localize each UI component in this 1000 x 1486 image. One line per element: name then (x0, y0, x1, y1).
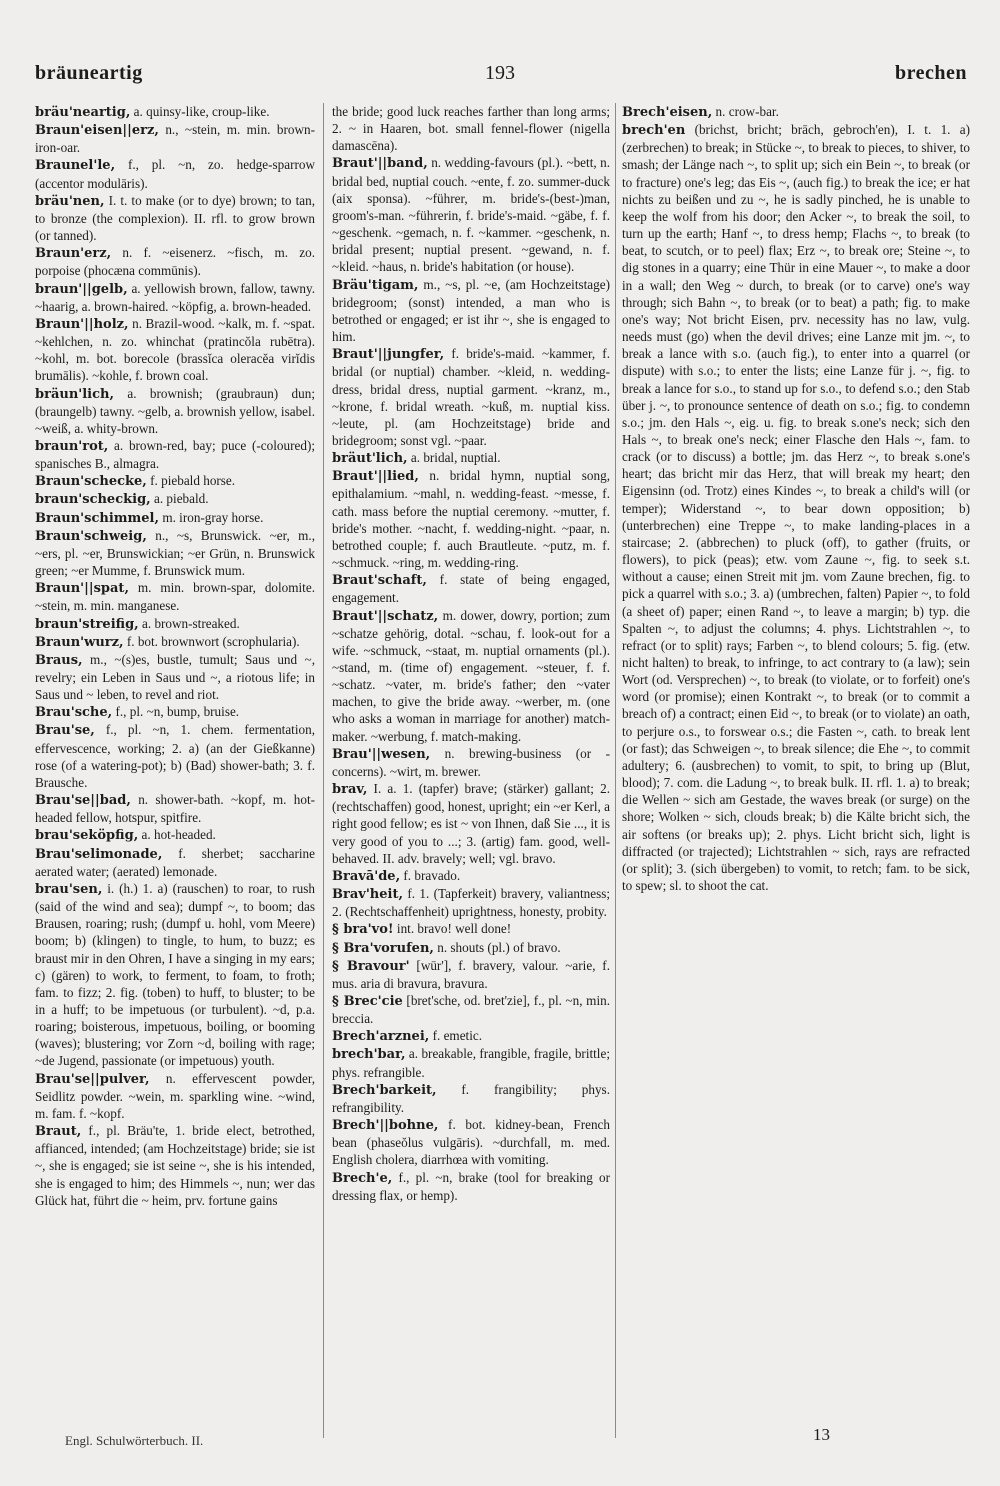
dictionary-entry (35, 527, 315, 579)
entry-definition: n. wedding-favours (pl.). ~bett, n. bridal bed, nuptial couch. ~ente, f. zo. summer-duck (aix sponsa). ~führer, m. bride's-(best-)man, groom's-man. ~führerin, f. bride's-maid. ~gäbe, f. f. ~geschenk. ~gemach, n. f. ~kammer. ~geschenk, n. bridal present; nuptial present. ~gewand, n. f. ~kleid. ~haus, n. bride's habitation (or house). (332, 155, 610, 275)
entry-headword: § Bravour' (332, 958, 410, 974)
dictionary-entry (35, 103, 315, 121)
entry-definition: a. bridal, nuptial. (407, 450, 501, 466)
entry-definition: m. min. brown-spar, dolomite. ~stein, m. min. manganese. (35, 580, 315, 614)
entry-definition: f., pl. ~n, zo. hedge-sparrow (accentor modulāris). (35, 157, 315, 191)
entry-headword: Braun'schweig, (35, 528, 147, 544)
header-right-guide-word: brechen (894, 62, 967, 84)
entry-definition: f. bot. kidney-bean, French bean (phaseŏlus vulgāris). ~durchfall, m. med. English cholera, diarrhœa with vomiting. (332, 1117, 610, 1168)
dictionary-entry (35, 156, 315, 191)
entry-headword: Braus, (35, 652, 83, 668)
entry-definition: a. quinsy-like, croup-like. (130, 104, 270, 119)
entry-definition: a. hot-headed. (138, 827, 216, 843)
dictionary-entry (35, 845, 315, 880)
entry-headword: Brech'eisen, (622, 105, 713, 120)
entry-headword: Brau'selimonade, (35, 846, 163, 862)
dictionary-entry (332, 885, 610, 920)
dictionary-entry (332, 571, 610, 606)
entry-headword: brech'bar, (332, 1047, 406, 1063)
entry-definition: f. sherbet; saccharine aerated water; (aerated) lemonade. (35, 845, 315, 879)
dictionary-entry (332, 1045, 610, 1080)
entry-headword: Brau'se||pulver, (35, 1071, 150, 1087)
entry-headword: Braun'||holz, (35, 316, 129, 332)
entry-definition: (brichst, bricht; brāch, gebroch'en), I. t. 1. a) (zerbrechen) to break; in Stücke ~, to break to pieces, to shiver, to smash; der Länge nach ~, to split up; sich ein Bein ~, to break (or to fracture) one's leg; das Eis ~, (auch fig.) to break the ice; er hat nichts zu beißen und zu ~, he is sadly pinched, he is unable to keep the wolf from his door; den Acker ~, to break the soil, to turn up the earth; Hanf ~, to dress hemp; Flachs ~, to break (to beat, to scutch, or to peel) flax; Erz ~, to break ore; Steine ~, to dig stones in a quarry; eine Thür in eine Mauer ~, to make a door in a wall; den Weg ~ durch, to break (or to carve) one's way through; sich Bahn ~, to break (or to beat) a path; fig. to make one's way; Not bricht Eisen, prv. necessity has no law, vulg. needs must (go) when the devil drives; eine Lanze mit jm. ~, to break a lance with s.o. (auch fig.), to enter into a quarrel (or dispute) with s.o.; to enter the lists; eine Lanze für j. ~, fig. to break a lance for s.o., to stand up for s.o., to defend s.o.; den Stab über j. ~, to pronounce sentence of death on s.o.; fig. to condemn s.o.; jm. den Hals ~, eig. u. fig. to break s.one's neck; sich den Hals ~, to break one's neck; einer Flasche den Hals ~, fam. to crack (or to discuss) a bottle; jm. das Herz ~, to break s.one's heart; das bricht mir das Herz, that will break my heart; den Eigensinn (od. Trotz) eines Kindes ~, to break a child's will (or temper); Widerstand ~, to bear down opposition; b) (unterbrechen) eine Treppe ~, to make landing-places in a staircase; 2. (abbrechen) to pluck (off), to gather (fruits, or flowers), to pick (peas); etw. vom Zaune ~, fig. to seek s.t. without a cause; einen Streit mit jm. vom Zaune brechen, fig. to pick a quarrel with s.o.; 3. a) (umbrechen, falten) Papier ~, to fold (a sheet of) paper; einen Rand ~, to leave a margin; b) typ. die Spalten ~, to adjust the columns; 4. phys. Lichtstrahlen ~, to refract (or to split) rays; Farben ~, to blend colours; 5. fig. (etw. nicht halten) to break, to infringe, to act contrary to (a law); sein Wort (od. Versprechen) ~, to break (to violate, or to forfeit) one's word (or promise); einen Kontrakt ~, to break (or to commit a breach of) a contract; einen Eid ~, to break (or to violate) an oath, to perjure o.s., to forswear o.s.; die Fasten ~, cath. to break lent (or fast); das Schweigen ~, to break silence; die Ehe ~, to commit adultery; 6. (ausbrechen) to vomit, to spit, to bring up (Blut, blood); 7. com. die Ladung ~, to break bulk. II. rfl. 1. a) to break; die Wellen ~ sich am Gestade, the waves break (or surge) on the shore; Wolken ~ sich, clouds break; b) die Kälte bricht sich, the air softens (or breaks up); 2. phys. Licht bricht sich, light is diffracted (or trajected); Lichtstrahlen ~ sich, rays are refracted (or split); 3. (sich übergeben) to vomit, to retch; fam. to be sick, to spew; sl. to shoot the cat. (622, 122, 970, 894)
dictionary-entry (332, 867, 610, 885)
entry-headword: brech'en (622, 123, 686, 139)
entry-headword: Braut'||band, (332, 156, 428, 172)
dictionary-entry (35, 633, 315, 651)
footer-source: Engl. Schulwörterbuch. II. (65, 1433, 204, 1448)
entry-definition: a. brownish; (graubraun) dun; (braungelb) tawny. ~gelb, a. brownish yellow, isabel. ~weiß, a. whity-brown. (35, 385, 315, 436)
entry-headword: § Bra'vorufen, (332, 940, 434, 956)
entry-headword: Brav'heit, (332, 887, 403, 903)
entry-headword: Brau'||wesen, (332, 746, 431, 762)
entry-definition: m. iron-gray horse. (159, 509, 264, 525)
dictionary-entry (332, 957, 610, 992)
dictionary-entry (332, 1027, 610, 1045)
dictionary-entry (332, 154, 610, 275)
dictionary-entry (332, 780, 610, 867)
entry-definition: a. breakable, frangible, fragile, brittle; phys. refrangible. (332, 1046, 610, 1080)
entry-headword: Braut'schaft, (332, 573, 427, 589)
entry-definition: f. emetic. (429, 1028, 483, 1044)
entry-headword: Bravā'de, (332, 868, 401, 884)
entry-definition: n. shower-bath. ~kopf, m. hot-headed fellow, hotspur, spitfire. (35, 792, 315, 826)
dictionary-entry (332, 745, 610, 780)
entry-definition: I. a. 1. (tapfer) brave; (stärker) gallant; 2. (rechtschaffen) good, honest, upright; ein ~er Kerl, a right good fellow; es ist ~ von Ihnen, daß Sie ..., it is very good of you to ...; 3. (artig) fam. good, well-behaved. II. adv. bravely; well; vgl. bravo. (332, 781, 610, 866)
entry-definition: n., ~s, Brunswick. ~er, m., ~ers, pl. ~er, Brunswickian; ~er Grün, n. Brunswick green; ~er Mumme, f. Brunswick mum. (35, 527, 315, 579)
entry-headword: § Brec'cie (332, 993, 403, 1009)
entry-definition: [bret'sche, od. bret'zie], f., pl. ~n, min. breccia. (332, 992, 610, 1027)
header-left-guide-word: bräunеartig (35, 62, 143, 84)
entry-headword: Braut'||schatz, (332, 608, 439, 624)
dictionary-entry (35, 472, 315, 490)
column-divider (615, 103, 616, 1438)
dictionary-entry (332, 607, 610, 745)
entry-headword: Braut'||lied, (332, 469, 419, 485)
entry-definition: a. brown-streaked. (138, 615, 240, 631)
entry-headword: braun'streifig, (35, 616, 139, 632)
entry-definition: f. bride's-maid. ~kammer, f. bridal (or nuptial) chamber. ~kleid, n. wedding-dress, bridal dress, nuptial garment. ~kranz, m., ~krone, f. bridal wreath. ~kuß, m. nuptial kiss. ~leute, pl. (am Hochzeitstage) bride and bridegroom; sonst vgl. ~paar. (332, 346, 610, 448)
entry-definition: m., ~(s)es, bustle, tumult; Saus und ~, revelry; ein Leben in Saus und ~, a riotous life; in Saus und ~ leben, to revel and riot. (35, 651, 315, 703)
signature-mark: 13 (813, 1425, 830, 1444)
entry-definition: int. bravo! well done! (393, 921, 512, 937)
entry-headword: Braun'schimmel, (35, 510, 160, 526)
dictionary-entry (35, 121, 315, 156)
entry-definition: i. (h.) 1. a) (rauschen) to roar, to rush (said of the wind and sea); dumpf ~, to boom; das Brausen, roaring; rush; (dumpf u. hohl, vom Meere) boom; b) (klingen) to tingle, to hum, to buzz; es braust mir in den Ohren, I have a singing in my ears; c) (gären) to work, to ferment, to foam, to froth; fam. to fizz; 2. fig. (toben) to huff, to bluster; to be in a huff; to be impetuous (or turbulent). ~d, p.a. roaring; boisterous, impetuous, boiling, or booming (waves); blustering; vor Zorn ~d, boiling with rage; ~de Jugend, passionate (or impetuous) youth. (35, 880, 315, 1069)
dictionary-entry (35, 192, 315, 244)
entry-headword: Brech'arznei, (332, 1029, 430, 1045)
entry-definition: n., ~stein, m. min. brown-iron-oar. (35, 122, 315, 156)
entry-definition: [wūr'], f. bravery, valour. ~arie, f. mus. aria di bravura, bravura. (332, 957, 610, 991)
dictionary-entry (35, 385, 315, 437)
entry-headword: bräu'nen, (35, 193, 105, 209)
dictionary-entry (35, 490, 315, 508)
entry-headword: Brech'barkeit, (332, 1082, 437, 1098)
dictionary-entry (35, 721, 315, 791)
entry-headword: Bräu'tigam, (332, 277, 419, 293)
entry-definition: n. f. ~eisenerz. ~fisch, m. zo. porpoise (phocæna commūnis). (35, 245, 315, 279)
entry-definition: a. brown-red, bay; puce (-coloured); spanisches B., almagra. (35, 437, 315, 472)
entry-definition: n. bridal hymn, nuptial song, epithalamium. ~mahl, n. wedding-feast. ~messe, f. cath. mass before the nuptial ceremony. ~mutter, f. bride's mother. ~nacht, f. wedding-night. ~paar, n. betrothed couple; f. auch Brautleute. ~putz, m. f. ~schmuck. ~ring, m. wedding-ring. (332, 468, 610, 571)
entry-definition: the bride; good luck reaches farther than long arms; 2. ~ in Haaren, bot. small fennel-flower (nigella damascēna). (332, 104, 610, 154)
column-2 (332, 103, 610, 1448)
dictionary-entry (332, 467, 610, 571)
dictionary-entry (332, 939, 610, 957)
entry-headword: Brau'se||bad, (35, 793, 131, 809)
entry-headword: § bra'vo! (332, 922, 394, 938)
entry-definition: f., pl. ~n, bump, bruise. (112, 704, 240, 720)
dictionary-entry (35, 437, 315, 472)
entry-definition: f. bravado. (400, 867, 461, 883)
dictionary-entry (35, 1122, 315, 1209)
entry-headword: bräu'neartig, (35, 105, 131, 120)
entry-headword: Braun'erz, (35, 246, 112, 262)
entry-headword: Braun'wurz, (35, 634, 124, 650)
entry-headword: braun'||gelb, (35, 281, 128, 297)
dictionary-entry (332, 992, 610, 1027)
entry-definition: a. piebald. (150, 491, 209, 507)
entry-headword: braun'rot, (35, 438, 109, 454)
dictionary-entry (35, 791, 315, 826)
entry-definition: f. 1. (Tapferkeit) bravery, valiantness; 2. (Rechtschaffenheit) uprightness, honesty, probity. (332, 886, 610, 920)
entry-definition: m. dower, dowry, portion; zum ~schatze gehörig, dotal. ~schau, f. look-out for a wife. ~schmuck, ~staat, m. nuptial ornaments (pl.). ~stand, m. (time of) engagement. ~steuer, f. f. ~schatz. ~vater, m. bride's father; den ~vater machen, to give the bride away. ~werber, m. (one who asks a woman in marriage for another) match-maker. ~werbung, f. match-making. (332, 607, 610, 744)
page-header (0, 62, 1000, 92)
dictionary-entry (35, 315, 315, 385)
entry-definition: f. piebald horse. (146, 473, 236, 489)
column-3 (622, 103, 970, 1448)
dictionary-entry (35, 651, 315, 703)
entry-definition: f., pl. ~n, 1. chem. fermentation, effervescence, working; 2. a) (an der Gießkanne) rose (of a watering-pot); b) (Bad) shower-bath; 3. f. Brausche. (35, 722, 315, 790)
entry-headword: Braut'||jungfer, (332, 347, 445, 363)
entry-headword: bräun'lich, (35, 386, 115, 402)
entry-definition: n. crow-bar. (712, 104, 779, 119)
entry-headword: brav, (332, 782, 368, 798)
entry-definition: I. t. to make (or to dye) brown; to tan, to bronze (the complexion). II. rfl. to grow brown (or tanned). (35, 192, 315, 244)
dictionary-entry (332, 345, 610, 449)
dictionary-entry (622, 103, 970, 121)
dictionary-entry (332, 276, 610, 346)
column-1 (35, 103, 315, 1448)
dictionary-entry (622, 121, 970, 894)
dictionary-entry (35, 280, 315, 315)
entry-headword: Brech'e, (332, 1170, 393, 1186)
dictionary-entry (35, 615, 315, 633)
entry-definition: a. yellowish brown, fallow, tawny. ~haarig, a. brown-haired. ~köpfig, a. brown-headed. (35, 280, 315, 314)
entry-headword: brau'seköpfig, (35, 828, 139, 844)
entry-definition: f., pl. ~n, brake (tool for breaking or dressing flax, or hemp). (332, 1169, 610, 1203)
entry-headword: Brech'||bohne, (332, 1118, 439, 1134)
dictionary-entry (332, 1169, 610, 1204)
entry-headword: Braun'schecke, (35, 474, 147, 490)
entry-headword: Braut, (35, 1124, 82, 1140)
entry-definition: f., pl. Bräu'te, 1. bride elect, betrothed, affianced, intended; (am Hochzeitstage) bride; sie ist ~, she is engaged; sie ist seine ~, she is his intended, she is engaged to him; des Himmels ~, nun; wer das Glück hat, führt die ~ heim, prv. fortune gains (35, 1123, 315, 1208)
entry-definition: n. shouts (pl.) of bravo. (433, 939, 561, 955)
dictionary-entry (332, 449, 610, 467)
entry-headword: Brau'sche, (35, 705, 113, 721)
dictionary-entry (332, 1081, 610, 1116)
entry-definition: n. Brazil-wood. ~kalk, m. f. ~spat. ~kehlchen, n. zo. whinchat (pratincŏla rubētra). ~kohl, m. bot. borecole (brassĭca oleracĕa virĭdis brumālis). ~kohle, f. brown coal. (35, 315, 315, 384)
entry-headword: Braun'eisen||erz, (35, 123, 159, 139)
entry-headword: brau'sen, (35, 881, 103, 897)
entry-headword: Brau'se, (35, 723, 95, 739)
page-number: 193 (485, 62, 515, 84)
entry-headword: bräut'lich, (332, 451, 408, 467)
dictionary-entry (332, 1116, 610, 1168)
entry-definition: n. effervescent powder, Seidlitz powder. ~wein, m. sparkling wine. ~wind, m. fam. f. ~kopf. (35, 1070, 315, 1121)
entry-definition: n. brewing-business (or -concerns). ~wirt, m. brewer. (332, 745, 610, 779)
dictionary-entry (35, 244, 315, 279)
entry-headword: Braunel'le, (35, 158, 116, 174)
entry-headword: braun'scheckig, (35, 492, 151, 508)
dictionary-entry (35, 1070, 315, 1122)
dictionary-entry (35, 703, 315, 721)
entry-definition: f. bot. brownwort (scrophularia). (123, 633, 300, 649)
dictionary-entry (35, 880, 315, 1070)
dictionary-entry (35, 579, 315, 614)
dictionary-entry (35, 826, 315, 844)
entry-definition: f. frangibility; phys. refrangibility. (332, 1081, 610, 1115)
entry-definition: f. state of being engaged, engagement. (332, 572, 610, 606)
entry-definition: m., ~s, pl. ~e, (am Hochzeitstage) bridegroom; (sonst) intended, a man who is betrothed or engaged; er ist ihr ~, she is engaged to him. (332, 276, 610, 345)
entry-headword: Braun'||spat, (35, 581, 129, 597)
dictionary-entry (332, 920, 610, 938)
dictionary-entry (332, 103, 610, 154)
dictionary-entry (35, 509, 315, 527)
column-divider (323, 103, 324, 1438)
